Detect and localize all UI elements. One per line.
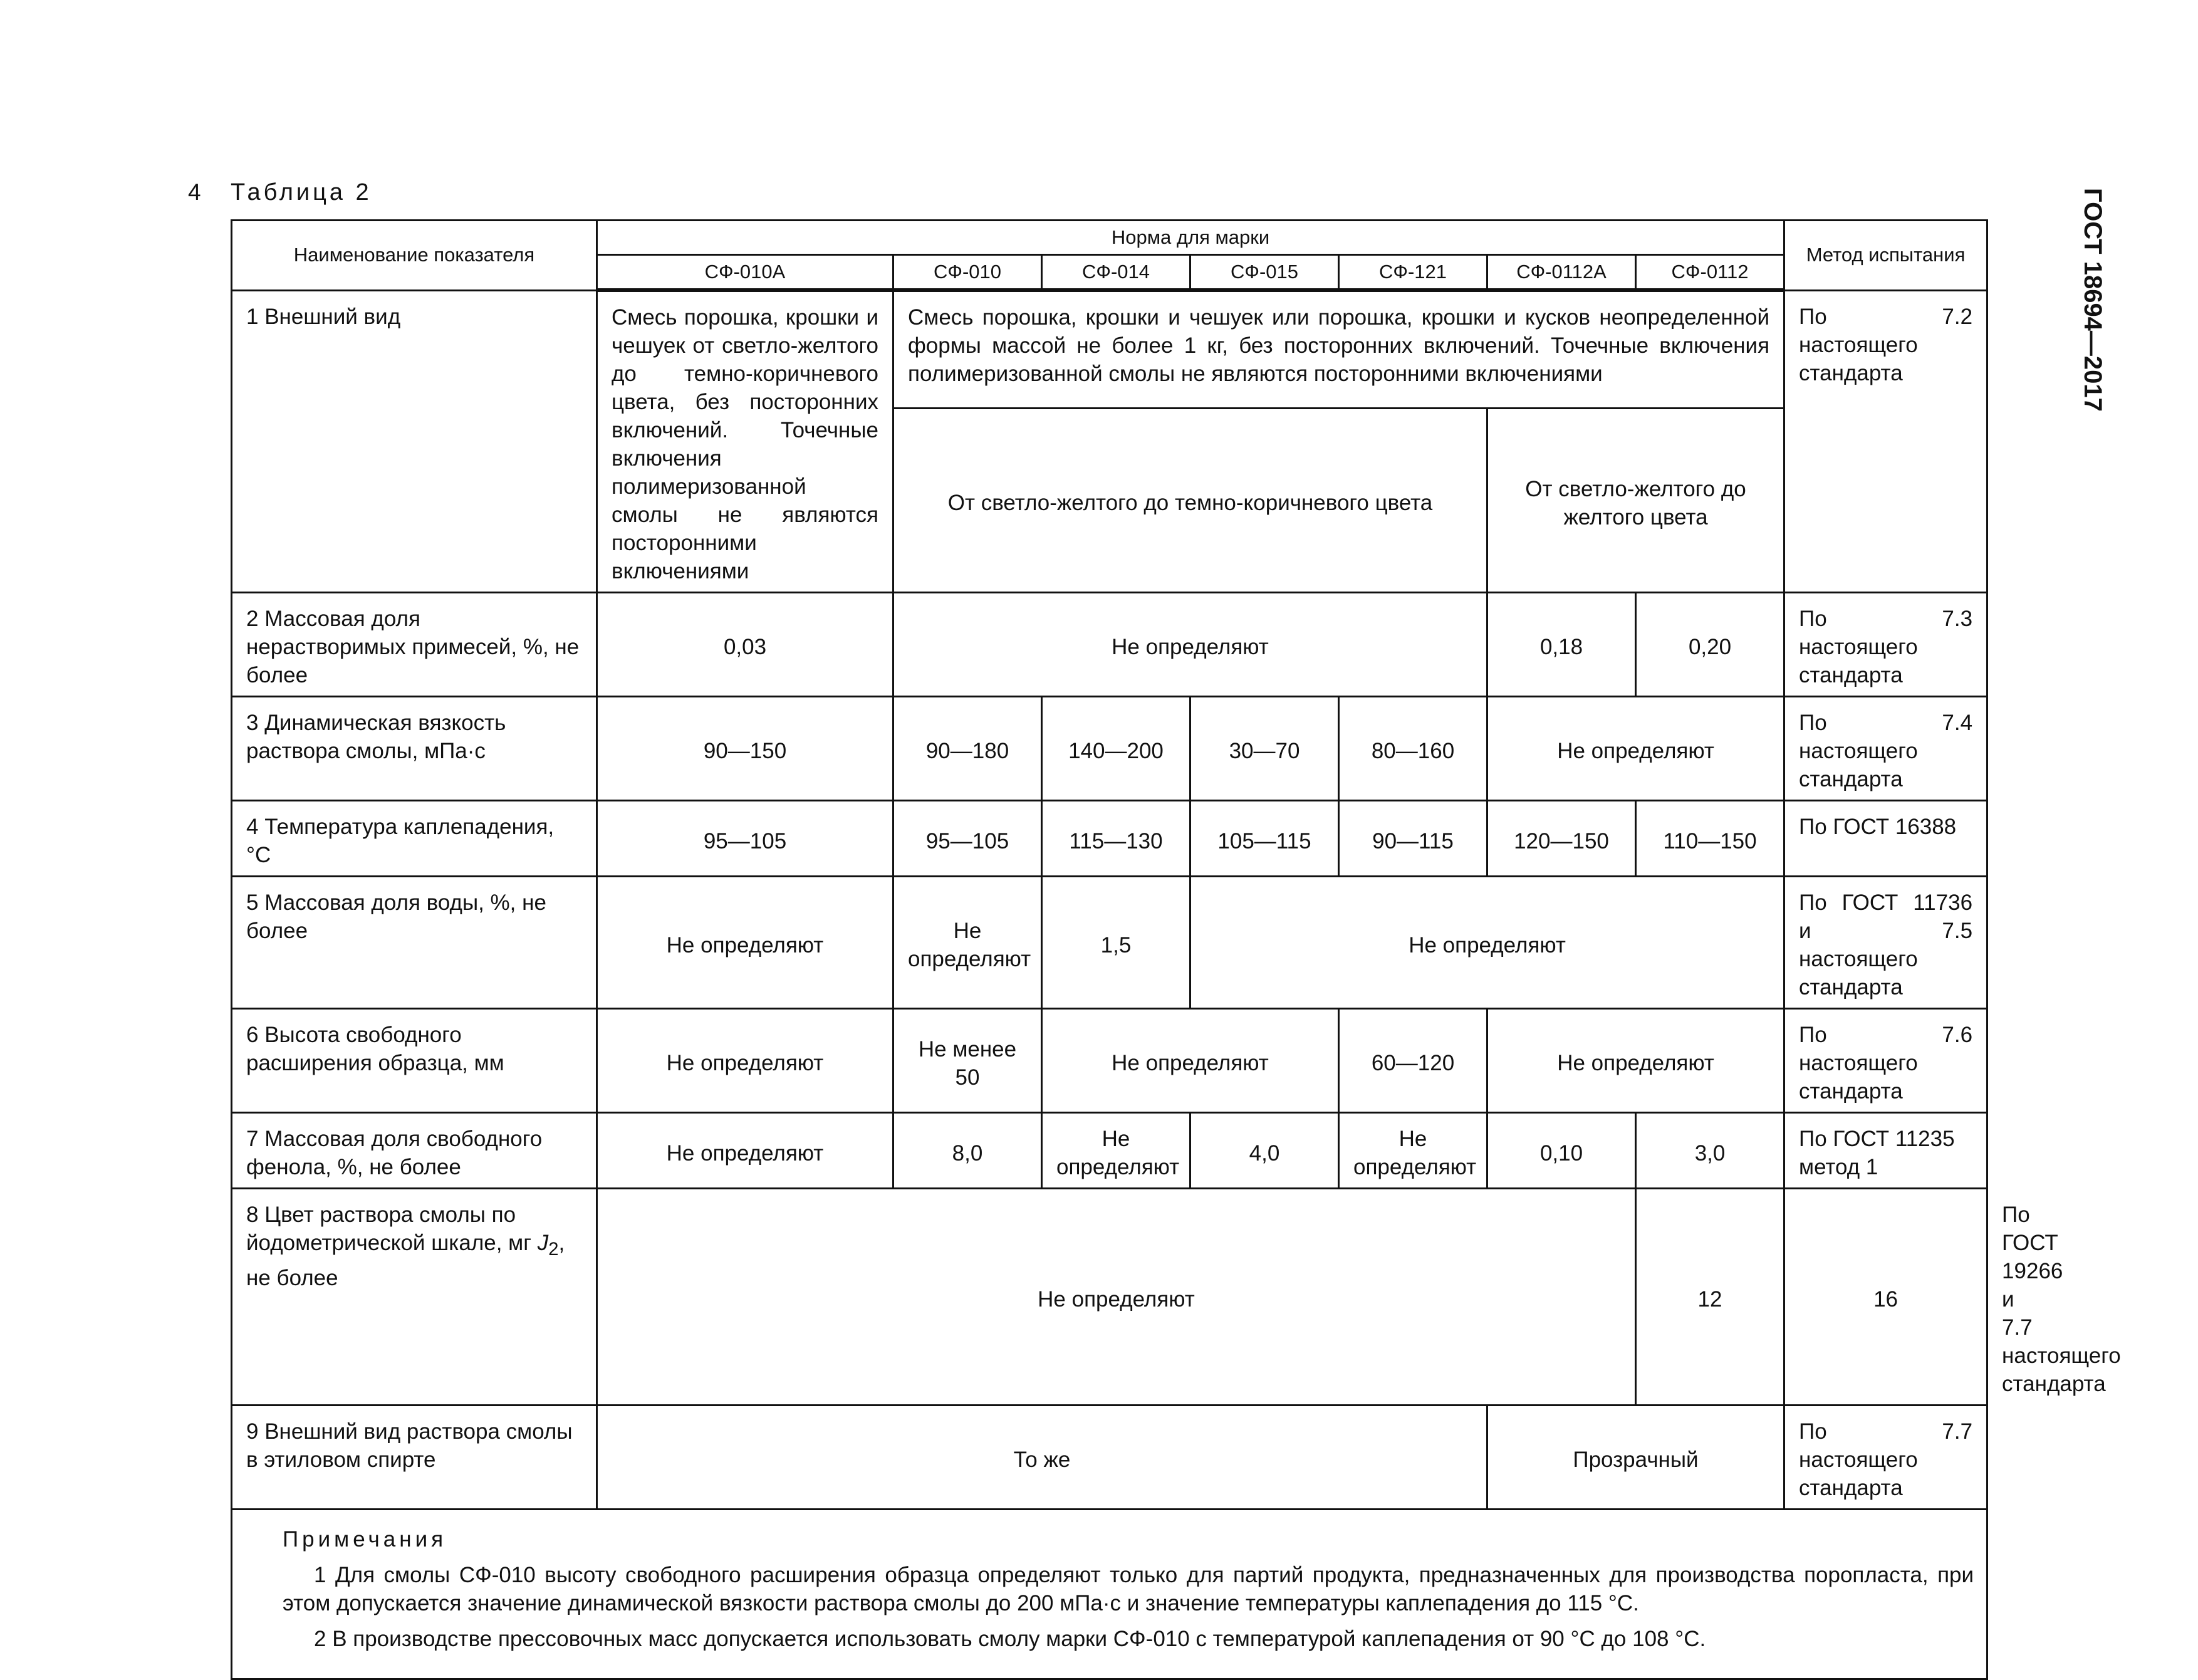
row-value: Не определяют <box>893 877 1042 1009</box>
table-row <box>232 877 1987 1009</box>
note-item: 2 В производстве прессовочных масс допускается использовать смолу марки СФ-010 с температурой каплепадения от 90 °С до 108 °С. <box>314 1627 1706 1651</box>
row-method: По 7.7 настоящего стандарта <box>1784 1406 1987 1510</box>
header-row-top <box>232 221 1987 255</box>
table-row <box>232 801 1987 877</box>
header-method: Метод испытания <box>1784 221 1987 291</box>
notes-title: Примечания <box>283 1527 447 1552</box>
row-value: Не определяют <box>1339 1113 1487 1189</box>
row-value: Не определяют <box>597 1009 893 1113</box>
row-value: 30—70 <box>1190 697 1339 801</box>
row-value: 4,0 <box>1190 1113 1339 1189</box>
grade-header: СФ-014 <box>1042 255 1190 291</box>
row-value: Смесь порошка, крошки и чешуек от светло-желтого до темно-коричневого цвета, без посторонних включений. Точечные включения полимеризованной смолы не являются посторонними включениями <box>597 290 893 593</box>
note-item: 1 Для смолы СФ-010 высоту свободного расширения образца определяют только для партий продукта, предназначенных для производства поропласта, при этом допускается значение динамической вязкости раствора смолы до 200 мПа·с и значение температуры каплепадения до 115 °С. <box>283 1563 1974 1615</box>
row-value: 0,03 <box>597 593 893 697</box>
iodine-subscript: 2 <box>548 1239 559 1260</box>
table-row <box>232 697 1987 801</box>
row-indicator-name: 5 Массовая доля воды, %, не более <box>232 877 597 1009</box>
row-value: От светло-желтого до темно-коричневого цвета <box>893 409 1487 593</box>
table-caption: Таблица 2 <box>231 179 372 206</box>
grade-header: СФ-0112А <box>1487 255 1636 291</box>
row-value: 90—150 <box>597 697 893 801</box>
row-value: 90—180 <box>893 697 1042 801</box>
header-norm: Норма для марки <box>597 221 1784 255</box>
row-method: По 7.2 настоящего стандарта <box>1784 290 1987 593</box>
row-name-suffix: , не более <box>246 1231 565 1290</box>
table-row: 8 Цвет раствора смолы по йодометрической шкале, мг $J_2$, не более Не определяют 12 16 По ГОСТ 19266 и 7.7 настоящего стандарта <box>232 1189 1987 1406</box>
grade-header: СФ-010А <box>597 255 893 291</box>
row-value: 60—120 <box>1339 1009 1487 1113</box>
row-indicator-name: 3 Динамическая вязкость раствора смолы, мПа·с <box>232 697 597 801</box>
row-value: Не определяют <box>597 1189 1636 1406</box>
row-value: 95—105 <box>597 801 893 877</box>
iodine-symbol: J <box>537 1231 549 1255</box>
row-value: 80—160 <box>1339 697 1487 801</box>
table-row <box>232 290 1987 409</box>
row-value: 110—150 <box>1636 801 1784 877</box>
row-value: Не определяют <box>1487 1009 1784 1113</box>
row-method: По ГОСТ 11736 и 7.5 настоящего стандарта <box>1784 877 1987 1009</box>
grade-header: СФ-010 <box>893 255 1042 291</box>
row-value: 0,10 <box>1487 1113 1636 1189</box>
row-value: 115—130 <box>1042 801 1190 877</box>
row-value: Не менее 50 <box>893 1009 1042 1113</box>
table-row <box>232 1113 1987 1189</box>
page-number: 4 <box>188 179 201 205</box>
row-value: Не определяют <box>1487 697 1784 801</box>
row-value: 0,18 <box>1487 593 1636 697</box>
row-value: Не определяют <box>1190 877 1784 1009</box>
document-side-title: ГОСТ 18694—2017 <box>2079 188 2107 412</box>
row-indicator-name: 7 Массовая доля свободного фенола, %, не более <box>232 1113 597 1189</box>
row-value: 120—150 <box>1487 801 1636 877</box>
row-method: По ГОСТ 11235 метод 1 <box>1784 1113 1987 1189</box>
row-value: То же <box>597 1406 1487 1510</box>
notes-row <box>232 1510 1987 1679</box>
row-value: Не определяют <box>1042 1113 1190 1189</box>
row-value: 16 <box>1784 1189 1987 1406</box>
row-value: Не определяют <box>597 877 893 1009</box>
grade-header: СФ-0112 <box>1636 255 1784 291</box>
table-row <box>232 1406 1987 1510</box>
row-value: 1,5 <box>1042 877 1190 1009</box>
row-value: Не определяют <box>893 593 1487 697</box>
row-indicator-name: 2 Массовая доля нерастворимых примесей, %, не более <box>232 593 597 697</box>
row-value: Прозрачный <box>1487 1406 1784 1510</box>
row-value: Не определяют <box>1042 1009 1339 1113</box>
notes-block <box>232 1510 1987 1679</box>
grade-header: СФ-015 <box>1190 255 1339 291</box>
row-value: Не определяют <box>597 1113 893 1189</box>
row-value: 12 <box>1636 1189 1784 1406</box>
row-method: По 7.6 настоящего стандарта <box>1784 1009 1987 1113</box>
row-method: По 7.4 настоящего стандарта <box>1784 697 1987 801</box>
row-indicator-name <box>232 1189 597 1406</box>
row-value: 140—200 <box>1042 697 1190 801</box>
row-method: По ГОСТ 16388 <box>1784 801 1987 877</box>
row-indicator-name: 6 Высота свободного расширения образца, мм <box>232 1009 597 1113</box>
row-indicator-name: 4 Температура каплепадения, °С <box>232 801 597 877</box>
row-value: Смесь порошка, крошки и чешуек или порошка, крошки и кусков неопределенной формы массой не более 1 кг, без посторонних включений. Точечные включения полимеризованной смолы не являются посторонними включениями <box>893 290 1784 409</box>
row-indicator-name: 9 Внешний вид раствора смолы в этиловом спирте <box>232 1406 597 1510</box>
row-value: 0,20 <box>1636 593 1784 697</box>
row-name-text: 8 Цвет раствора смолы по йодометрической шкале, мг <box>246 1203 531 1255</box>
row-value: 95—105 <box>893 801 1042 877</box>
row-indicator-name: 1 Внешний вид <box>232 290 597 593</box>
header-indicator: Наименование показателя <box>232 221 597 291</box>
row-value: От светло-желтого до желтого цвета <box>1487 409 1784 593</box>
row-method: По 7.3 настоящего стандарта <box>1784 593 1987 697</box>
row-value: 105—115 <box>1190 801 1339 877</box>
table-row <box>232 1009 1987 1113</box>
grade-header: СФ-121 <box>1339 255 1487 291</box>
row-value: 8,0 <box>893 1113 1042 1189</box>
row-value: 90—115 <box>1339 801 1487 877</box>
table-row <box>232 593 1987 697</box>
row-value: 3,0 <box>1636 1113 1784 1189</box>
